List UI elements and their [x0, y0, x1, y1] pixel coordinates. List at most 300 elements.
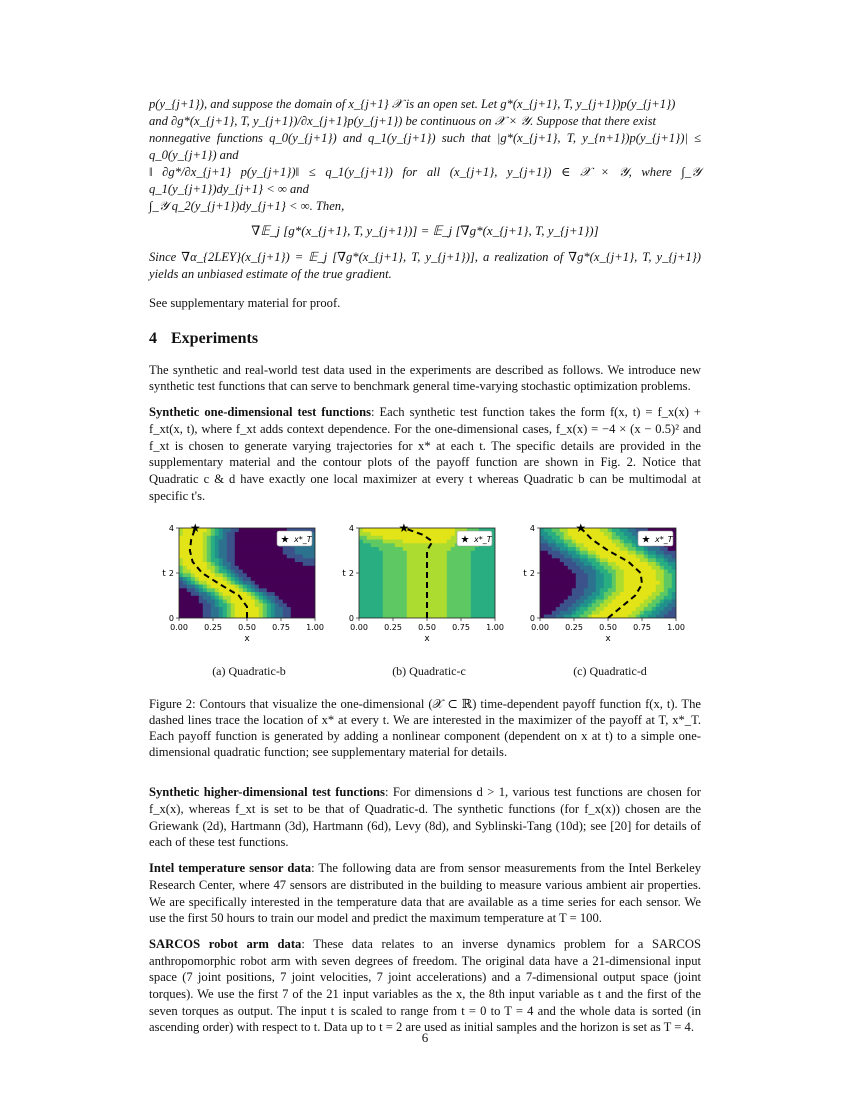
contour-cell: [223, 611, 228, 615]
contour-cell: [467, 566, 472, 570]
contour-cell: [431, 528, 436, 532]
contour-cell: [183, 554, 188, 558]
contour-cell: [455, 599, 460, 603]
contour-cell: [560, 584, 565, 588]
contour-cell: [283, 584, 288, 588]
contour-cell: [227, 581, 232, 585]
paragraph-text: : Each synthetic test function takes the form f(x, t) = f_x(x) + f_xt(x, t), where f_xt adds context dependence. For the one-dimensional cases, f_x(x) = −4 × (x − 0.5)² and f_xt is chosen to generate varying trajectories for x* at each t. The specific details are provided in the supplementary material and the contour plots of the payoff function are shown in Fig. 2. Notice that Quadratic c & d have exactly one local maximizer at every t whereas Quadratic b can be multimodal at specific t's.: [149, 405, 701, 503]
contour-cell: [568, 562, 573, 566]
contour-cell: [564, 562, 569, 566]
contour-cell: [211, 599, 216, 603]
contour-cell: [644, 558, 649, 562]
contour-cell: [275, 611, 280, 615]
contour-cell: [227, 603, 232, 607]
contour-cell: [223, 577, 228, 581]
contour-cell: [415, 573, 420, 577]
contour-cell: [608, 536, 613, 540]
contour-cell: [568, 584, 573, 588]
contour-cell: [443, 581, 448, 585]
contour-cell: [612, 539, 617, 543]
contour-cell: [207, 528, 212, 532]
contour-cell: [548, 584, 553, 588]
contour-cell: [660, 562, 665, 566]
contour-cell: [471, 573, 476, 577]
contour-cell: [391, 607, 396, 611]
contour-cell: [367, 588, 372, 592]
contour-cell: [239, 539, 244, 543]
contour-cell: [223, 573, 228, 577]
contour-cell: [367, 581, 372, 585]
contour-cell: [219, 581, 224, 585]
contour-cell: [560, 603, 565, 607]
contour-cell: [215, 599, 220, 603]
contour-cell: [415, 551, 420, 555]
contour-cell: [383, 528, 388, 532]
contour-cell: [283, 554, 288, 558]
contour-cell: [620, 611, 625, 615]
contour-cell: [463, 603, 468, 607]
y-tick-label: 4: [168, 524, 174, 534]
contour-cell: [584, 558, 589, 562]
contour-cell: [544, 607, 549, 611]
contour-cell: [275, 588, 280, 592]
contour-cell: [207, 554, 212, 558]
contour-cell: [375, 603, 380, 607]
contour-cell: [604, 573, 609, 577]
contour-cell: [664, 592, 669, 596]
contour-cell: [395, 603, 400, 607]
contour-cell: [652, 599, 657, 603]
contour-cell: [295, 599, 300, 603]
contour-cell: [207, 532, 212, 536]
contour-cell: [552, 607, 557, 611]
contour-cell: [411, 543, 416, 547]
contour-cell: [395, 599, 400, 603]
contour-plot-quadratic-b: [154, 518, 324, 658]
contour-cell: [383, 607, 388, 611]
contour-cell: [291, 611, 296, 615]
contour-cell: [183, 581, 188, 585]
contour-cell: [576, 554, 581, 558]
contour-cell: [407, 584, 412, 588]
contour-cell: [227, 566, 232, 570]
contour-cell: [387, 581, 392, 585]
contour-cell: [652, 611, 657, 615]
contour-cell: [451, 528, 456, 532]
contour-cell: [624, 573, 629, 577]
contour-cell: [588, 528, 593, 532]
paragraph-synthetic-highdim: [149, 784, 701, 851]
contour-cell: [660, 603, 665, 607]
contour-cell: [223, 599, 228, 603]
contour-cell: [287, 592, 292, 596]
contour-cell: [211, 596, 216, 600]
contour-cell: [608, 577, 613, 581]
contour-cell: [660, 551, 665, 555]
paragraph-text: : The following data are from sensor measurements from the Intel Berkeley Research Center, where 47 sensors are distributed in the building to measure various ambient air properties. We are specifically interested in the temperature data that are available as a time series for each sensor. We use the first 50 hours to train our model and predict the maximum temperature at T = 100.: [149, 861, 701, 926]
contour-cell: [391, 599, 396, 603]
contour-cell: [471, 558, 476, 562]
contour-cell: [544, 611, 549, 615]
contour-cell: [235, 577, 240, 581]
contour-cell: [387, 573, 392, 577]
contour-cell: [556, 562, 561, 566]
contour-cell: [652, 562, 657, 566]
contour-cell: [580, 607, 585, 611]
contour-cell: [608, 588, 613, 592]
contour-cell: [287, 599, 292, 603]
contour-cell: [363, 603, 368, 607]
contour-cell: [387, 532, 392, 536]
paragraph-head: Synthetic higher-dimensional test functions: [149, 785, 385, 800]
contour-cell: [415, 543, 420, 547]
contour-cell: [600, 611, 605, 615]
contour-cell: [255, 562, 259, 566]
contour-cell: [203, 566, 208, 570]
contour-cell: [383, 603, 388, 607]
contour-cell: [548, 562, 553, 566]
contour-cell: [271, 536, 276, 540]
contour-cell: [439, 536, 444, 540]
contour-cell: [431, 569, 436, 573]
contour-cell: [287, 569, 292, 573]
contour-cell: [576, 547, 581, 551]
contour-cell: [556, 554, 561, 558]
contour-cell: [195, 554, 200, 558]
contour-cell: [267, 592, 272, 596]
contour-cell: [391, 596, 396, 600]
contour-cell: [471, 603, 476, 607]
contour-cell: [584, 562, 589, 566]
contour-cell: [371, 558, 376, 562]
contour-cell: [359, 581, 364, 585]
contour-cell: [211, 528, 216, 532]
contour-cell: [616, 562, 621, 566]
contour-cell: [231, 551, 236, 555]
contour-cell: [544, 528, 549, 532]
contour-cell: [463, 581, 468, 585]
contour-cell: [580, 596, 585, 600]
contour-cell: [307, 584, 312, 588]
contour-cell: [183, 599, 188, 603]
contour-cell: [383, 551, 388, 555]
contour-cell: [367, 554, 372, 558]
contour-cell: [584, 596, 589, 600]
contour-cell: [620, 581, 625, 585]
contour-cell: [307, 607, 312, 611]
contour-cell: [447, 558, 452, 562]
contour-cell: [447, 611, 452, 615]
contour-cell: [588, 554, 593, 558]
contour-cell: [223, 543, 228, 547]
contour-cell: [275, 592, 280, 596]
contour-cell: [219, 603, 224, 607]
contour-cell: [367, 592, 372, 596]
contour-cell: [475, 573, 480, 577]
contour-cell: [259, 547, 264, 551]
contour-cell: [616, 577, 621, 581]
contour-cell: [656, 573, 661, 577]
theorem-conclusion: Since ∇α_{2LEY}(x_{j+1}) = 𝔼_j [∇g*(x_{j+1}, T, y_{j+1})], a realization of ∇g*(x_{j+1}, T, y_{j+1}) yields an unbiased estimate of the true gradient.: [149, 250, 701, 281]
contour-cell: [648, 611, 653, 615]
contour-cell: [604, 532, 609, 536]
contour-cell: [179, 588, 184, 592]
contour-cell: [608, 592, 613, 596]
contour-cell: [299, 581, 304, 585]
contour-cell: [275, 596, 280, 600]
contour-cell: [195, 592, 200, 596]
contour-cell: [215, 603, 220, 607]
contour-cell: [411, 577, 416, 581]
contour-cell: [660, 611, 665, 615]
contour-cell: [419, 554, 424, 558]
contour-cell: [664, 603, 669, 607]
contour-cell: [439, 551, 444, 555]
contour-cell: [628, 539, 633, 543]
contour-cell: [471, 584, 476, 588]
contour-cell: [211, 532, 216, 536]
contour-cell: [487, 599, 492, 603]
x-tick-label: 0.50: [599, 623, 617, 633]
contour-cell: [572, 599, 577, 603]
intro-paragraph: The synthetic and real-world test data used in the experiments are described as follows. We introduce new synthetic test functions that can serve to benchmark general time-varying stochastic optimization problems.: [149, 362, 701, 394]
contour-cell: [255, 551, 259, 555]
contour-cell: [291, 569, 296, 573]
contour-cell: [191, 536, 196, 540]
contour-cell: [564, 577, 569, 581]
contour-cell: [612, 573, 617, 577]
contour-cell: [223, 532, 228, 536]
contour-cell: [644, 569, 649, 573]
contour-cell: [596, 532, 601, 536]
contour-cell: [371, 532, 376, 536]
contour-cell: [415, 611, 420, 615]
contour-cell: [419, 584, 424, 588]
contour-cell: [487, 581, 492, 585]
contour-cell: [471, 607, 476, 611]
contour-cell: [307, 569, 312, 573]
contour-cell: [556, 588, 561, 592]
contour-cell: [299, 611, 304, 615]
contour-cell: [295, 547, 300, 551]
contour-cell: [411, 539, 416, 543]
y-tick-label: 2: [168, 569, 174, 579]
contour-cell: [395, 581, 400, 585]
contour-cell: [540, 543, 545, 547]
contour-cell: [251, 599, 256, 603]
contour-cell: [199, 603, 204, 607]
contour-cell: [660, 554, 665, 558]
contour-cell: [367, 599, 372, 603]
contour-cell: [544, 588, 549, 592]
contour-cell: [223, 569, 228, 573]
contour-cell: [564, 596, 569, 600]
contour-cell: [395, 554, 400, 558]
contour-cell: [179, 573, 184, 577]
contour-cell: [283, 599, 288, 603]
contour-cell: [483, 611, 488, 615]
contour-cell: [463, 551, 468, 555]
contour-cell: [295, 581, 300, 585]
contour-cell: [572, 581, 577, 585]
contour-cell: [179, 543, 184, 547]
contour-cell: [475, 588, 480, 592]
contour-cell: [299, 607, 304, 611]
contour-cell: [664, 547, 669, 551]
contour-cell: [596, 573, 601, 577]
contour-cell: [479, 569, 484, 573]
contour-cell: [556, 569, 561, 573]
contour-cell: [648, 584, 653, 588]
contour-cell: [459, 573, 464, 577]
contour-cell: [275, 562, 280, 566]
contour-cell: [443, 532, 448, 536]
contour-cell: [211, 603, 216, 607]
contour-cell: [247, 547, 252, 551]
contour-cell: [479, 577, 484, 581]
contour-cell: [451, 539, 456, 543]
contour-cell: [267, 558, 272, 562]
contour-cell: [580, 573, 585, 577]
plot-svg: [154, 518, 324, 658]
contour-cell: [287, 607, 292, 611]
x-tick-label: 0.25: [204, 623, 222, 633]
legend-star-icon: ★: [641, 534, 651, 546]
contour-cell: [656, 607, 661, 611]
contour-cell: [443, 566, 448, 570]
contour-cell: [275, 603, 280, 607]
contour-cell: [271, 577, 276, 581]
contour-cell: [636, 611, 641, 615]
contour-cell: [431, 562, 436, 566]
contour-cell: [399, 596, 404, 600]
contour-cell: [584, 584, 589, 588]
theorem-block: [149, 96, 701, 283]
contour-cell: [584, 543, 589, 547]
contour-cell: [239, 607, 244, 611]
contour-cell: [556, 566, 561, 570]
contour-cell: [544, 603, 549, 607]
contour-cell: [548, 573, 553, 577]
contour-cell: [251, 581, 256, 585]
contour-cell: [231, 539, 236, 543]
contour-cell: [415, 536, 420, 540]
contour-cell: [227, 547, 232, 551]
contour-cell: [251, 607, 256, 611]
contour-cell: [427, 558, 432, 562]
contour-cell: [275, 558, 280, 562]
contour-cell: [612, 588, 617, 592]
contour-cell: [379, 607, 384, 611]
contour-cell: [467, 603, 472, 607]
contour-cell: [215, 562, 220, 566]
contour-cell: [435, 547, 440, 551]
contour-cell: [616, 584, 621, 588]
contour-cell: [403, 554, 408, 558]
contour-cell: [419, 611, 424, 615]
contour-cell: [479, 554, 484, 558]
contour-cell: [207, 543, 212, 547]
contour-cell: [628, 592, 633, 596]
contour-cell: [604, 584, 609, 588]
contour-cell: [295, 592, 300, 596]
contour-cell: [203, 584, 208, 588]
contour-cell: [203, 596, 208, 600]
contour-cell: [379, 581, 384, 585]
contour-cell: [195, 584, 200, 588]
contour-cell: [431, 547, 436, 551]
contour-cell: [556, 536, 561, 540]
contour-cell: [359, 596, 364, 600]
contour-cell: [379, 562, 384, 566]
contour-cell: [423, 588, 428, 592]
contour-cell: [443, 592, 448, 596]
contour-cell: [279, 554, 284, 558]
contour-cell: [243, 539, 248, 543]
contour-cell: [179, 596, 184, 600]
contour-cell: [183, 562, 188, 566]
contour-cell: [299, 547, 304, 551]
contour-cell: [415, 569, 420, 573]
contour-cell: [399, 603, 404, 607]
contour-cell: [255, 539, 259, 543]
contour-cell: [203, 588, 208, 592]
contour-cell: [451, 558, 456, 562]
contour-cell: [580, 558, 585, 562]
contour-cell: [540, 588, 545, 592]
contour-cell: [616, 588, 621, 592]
contour-cell: [243, 573, 248, 577]
contour-cell: [371, 554, 376, 558]
contour-cell: [179, 532, 184, 536]
contour-cell: [191, 581, 196, 585]
theorem-line: and ∂g*(x_{j+1}, T, y_{j+1})/∂x_{j+1}p(y_{j+1}) be continuous on 𝒳 × 𝒴. Suppose that there exist: [149, 114, 656, 128]
contour-cell: [259, 607, 264, 611]
contour-cell: [648, 592, 653, 596]
contour-cell: [600, 588, 605, 592]
contour-cell: [183, 528, 188, 532]
contour-cell: [227, 596, 232, 600]
contour-cell: [636, 607, 641, 611]
contour-cell: [427, 532, 432, 536]
contour-cell: [568, 569, 573, 573]
contour-cell: [243, 543, 248, 547]
contour-cell: [592, 607, 597, 611]
contour-cell: [580, 588, 585, 592]
contour-cell: [203, 581, 208, 585]
contour-cell: [560, 599, 565, 603]
contour-cell: [179, 539, 184, 543]
contour-cell: [415, 566, 420, 570]
contour-cell: [379, 566, 384, 570]
contour-cell: [648, 566, 653, 570]
contour-cell: [259, 588, 264, 592]
contour-cell: [183, 547, 188, 551]
contour-cell: [592, 554, 597, 558]
plot-svg: [334, 518, 504, 658]
contour-cell: [303, 558, 308, 562]
paragraph-synthetic-1d: [149, 404, 701, 504]
contour-cell: [540, 562, 545, 566]
contour-cell: [668, 596, 673, 600]
contour-cell: [219, 577, 224, 581]
contour-cell: [367, 562, 372, 566]
contour-cell: [215, 584, 220, 588]
contour-cell: [479, 596, 484, 600]
contour-cell: [435, 566, 440, 570]
contour-cell: [668, 577, 673, 581]
contour-cell: [419, 596, 424, 600]
